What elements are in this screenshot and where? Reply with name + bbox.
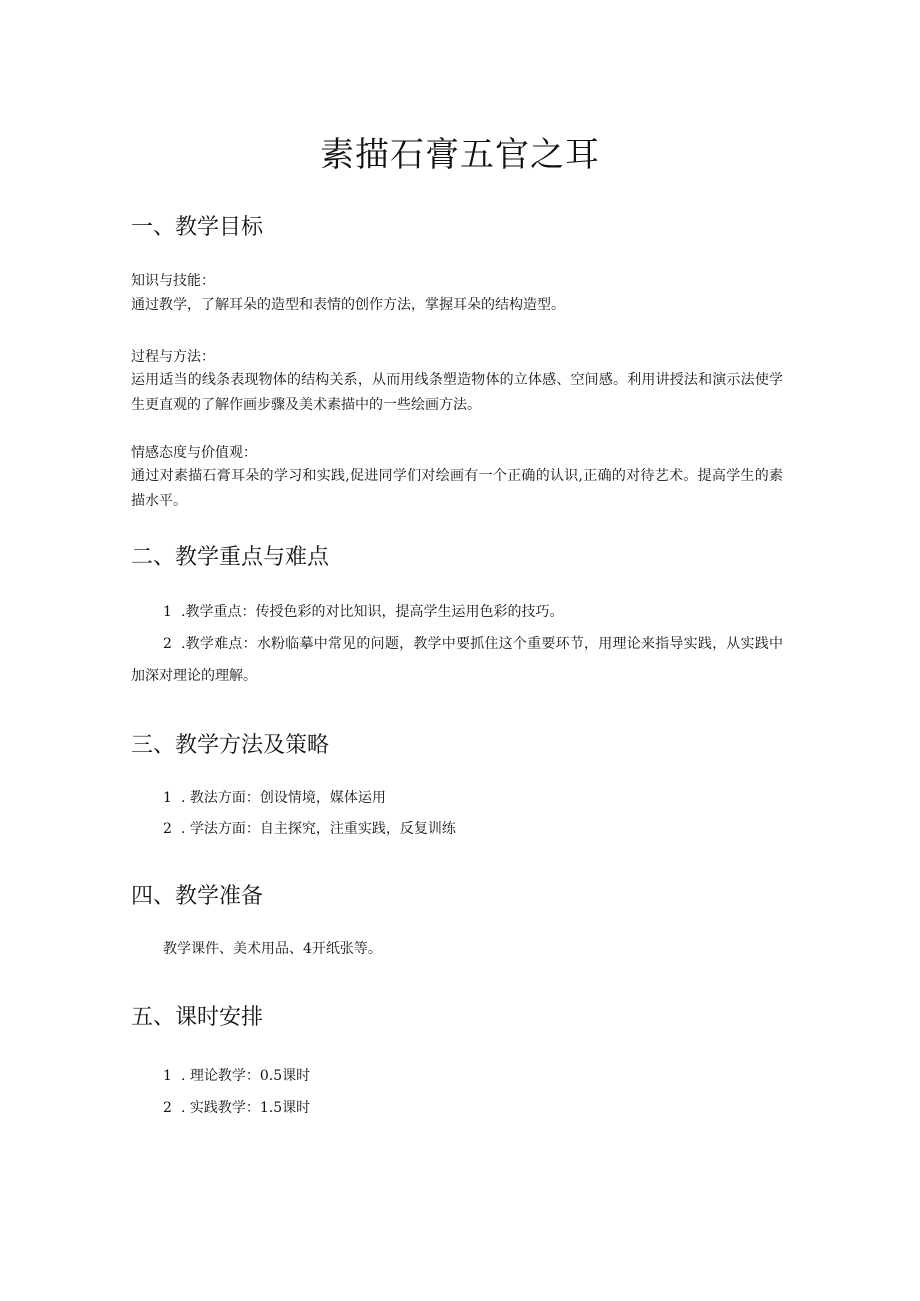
method-item	[163, 818, 456, 840]
section-heading-schedule: 五、课时安排	[131, 1005, 264, 1030]
process-label: 过程与方法：	[131, 349, 215, 365]
schedule-item	[163, 1097, 310, 1119]
item-number: 2	[163, 636, 172, 652]
section-heading-preparation: 四、教学准备	[131, 884, 264, 909]
document-title: 素描石膏五官之耳	[320, 135, 600, 175]
process-text: 运用适当的线条表现物体的结构关系，从而用线条塑造物体的立体感、空间感。利用讲授法和演示法使学生更直观的了解作画步骤及美术素描中的一些绘画方法。	[131, 372, 783, 413]
item-number: 1	[163, 604, 172, 620]
key-point-item	[163, 601, 563, 623]
section-heading-key-points: 二、教学重点与难点	[131, 545, 330, 570]
difficulty-item	[131, 628, 783, 692]
item-number: 2	[163, 821, 172, 837]
knowledge-label: 知识与技能：	[131, 273, 215, 289]
section-heading-methods: 三、教学方法及策略	[131, 733, 330, 758]
item-text: .教学重点：传授色彩的对比知识，提高学生运用色彩的技巧。	[181, 604, 564, 620]
section-heading-objectives: 一、教学目标	[131, 215, 264, 240]
item-text: . 实践教学：1.5课时	[181, 1100, 311, 1116]
item-number: 2	[163, 1100, 172, 1116]
item-number: 1	[163, 1068, 172, 1084]
item-text: .教学难点：水粉临摹中常见的问题，教学中要抓住这个重要环节，用理论来指导实践，从实践中加深对理论的理解。	[131, 636, 783, 684]
item-text: . 教法方面：创设情境，媒体运用	[181, 790, 386, 806]
knowledge-text: 通过教学，了解耳朵的造型和表情的创作方法，掌握耳朵的结构造型。	[131, 297, 565, 313]
item-number: 1	[163, 790, 172, 806]
preparation-text: 教学课件、美术用品、4开纸张等。	[163, 941, 382, 957]
item-text: . 理论教学：0.5课时	[181, 1068, 311, 1084]
schedule-item	[163, 1065, 310, 1087]
emotion-text: 通过对素描石膏耳朵的学习和实践,促进同学们对绘画有一个正确的认识,正确的对待艺术。提高学生的素描水平。	[131, 468, 783, 509]
method-item	[163, 787, 386, 809]
item-text: . 学法方面：自主探究，注重实践，反复训练	[181, 821, 456, 837]
emotion-label: 情感态度与价值观：	[131, 445, 257, 461]
